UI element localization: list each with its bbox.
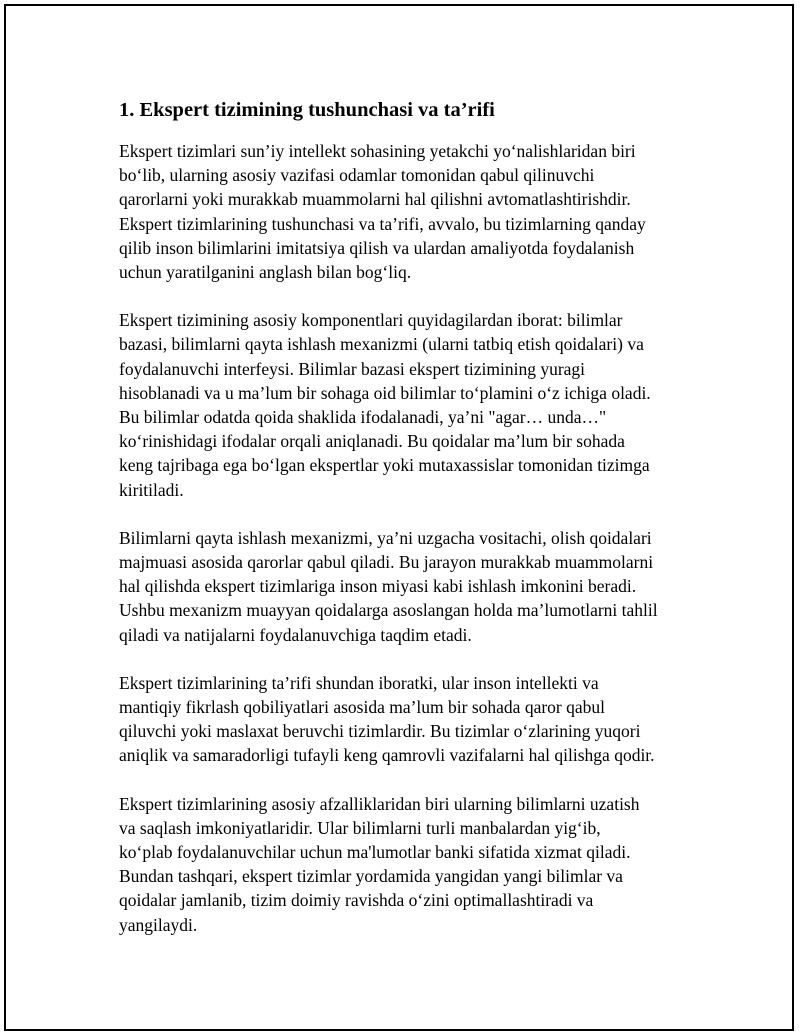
page-frame	[4, 4, 794, 1031]
text-line: qarorlarni yoki murakkab muammolarni hal qilishni avtomatlashtirishdir.	[119, 189, 631, 210]
text-line: Ekspert tizimlarining asosiy afzalliklaridan biri ularning bilimlarni uzatish	[119, 793, 640, 814]
paragraph-2	[119, 308, 694, 502]
paragraph-1	[119, 139, 694, 284]
text-line: Bundan tashqari, ekspert tizimlar yordamida yangidan yangi bilimlar va	[119, 866, 623, 887]
text-line: va saqlash imkoniyatlaridir. Ular bilimlarni turli manbalardan yig‘ib,	[119, 817, 601, 838]
text-line: uchun yaratilganini anglash bilan bog‘liq.	[119, 262, 412, 283]
text-line: hal qilishda ekspert tizimlariga inson miyasi kabi ishlash imkonini beradi.	[119, 576, 637, 597]
text-line: Ushbu mexanizm muayyan qoidalarga asoslangan holda ma’lumotlarni tahlil	[119, 600, 658, 621]
text-line: bazasi, bilimlarni qayta ishlash mexanizmi (ularni tatbiq etish qoidalari) va	[119, 334, 644, 355]
text-line: qiladi va natijalarni foydalanuvchiga taqdim etadi.	[119, 624, 472, 645]
text-line: kiritiladi.	[119, 479, 184, 500]
text-line: keng tajribaga ega bo‘lgan ekspertlar yoki mutaxassislar tomonidan tizimga	[119, 455, 650, 476]
text-line: qoidalar jamlanib, tizim doimiy ravishda o‘zini optimallashtiradi va	[119, 890, 594, 911]
text-line: qiluvchi yoki maslaxat beruvchi tizimlardir. Bu tizimlar o‘zlarining yuqori	[119, 721, 641, 742]
text-line: Ekspert tizimlari sun’iy intellekt sohasining yetakchi yo‘nalishlaridan biri	[119, 141, 636, 161]
text-line: majmuasi asosida qarorlar qabul qiladi. Bu jarayon murakkab muammolarni	[119, 552, 654, 573]
text-line: qilib inson bilimlarini imitatsiya qilish va ulardan amaliyotda foydalanish	[119, 237, 635, 258]
paragraph-3	[119, 526, 694, 647]
text-line: Bu bilimlar odatda qoida shaklida ifodalanadi, ya’ni "agar… unda…"	[119, 407, 607, 428]
paragraph-5	[119, 792, 694, 937]
text-line: mantiqiy fikrlash qobiliyatlari asosida ma’lum bir sohada qaror qabul	[119, 697, 605, 718]
text-line: yangilaydi.	[119, 914, 198, 935]
paragraph-4	[119, 671, 694, 768]
section-title: 1. Ekspert tizimining tushunchasi va ta’rifi	[119, 99, 495, 121]
text-line: Ekspert tizimlarining tushunchasi va ta’rifi, avvalo, bu tizimlarning qanday	[119, 213, 646, 234]
text-line: hisoblanadi va u ma’lum bir sohaga oid bilimlar to‘plamini o‘z ichiga oladi.	[119, 382, 651, 403]
text-line: aniqlik va samaradorligi tufayli keng qamrovli vazifalarni hal qilishga qodir.	[119, 745, 655, 766]
text-line: Ekspert tizimining asosiy komponentlari quyidagilardan iborat: bilimlar	[119, 310, 623, 331]
text-line: ko‘plab foydalanuvchilar uchun ma'lumotlar banki sifatida xizmat qiladi.	[119, 842, 631, 863]
text-line: Ekspert tizimlarining ta’rifi shundan iboratki, ular inson intellekti va	[119, 672, 599, 693]
text-line: ko‘rinishidagi ifodalar orqali aniqlanadi. Bu qoidalar ma’lum bir sohada	[119, 431, 625, 452]
text-line: bo‘lib, ularning asosiy vazifasi odamlar tomonidan qabul qilinuvchi	[119, 165, 595, 186]
text-line: foydalanuvchi interfeysi. Bilimlar bazasi ekspert tizimining yuragi	[119, 358, 586, 379]
document-body	[119, 94, 694, 961]
text-line: Bilimlarni qayta ishlash mexanizmi, ya’ni uzgacha vositachi, olish qoidalari	[119, 527, 652, 548]
